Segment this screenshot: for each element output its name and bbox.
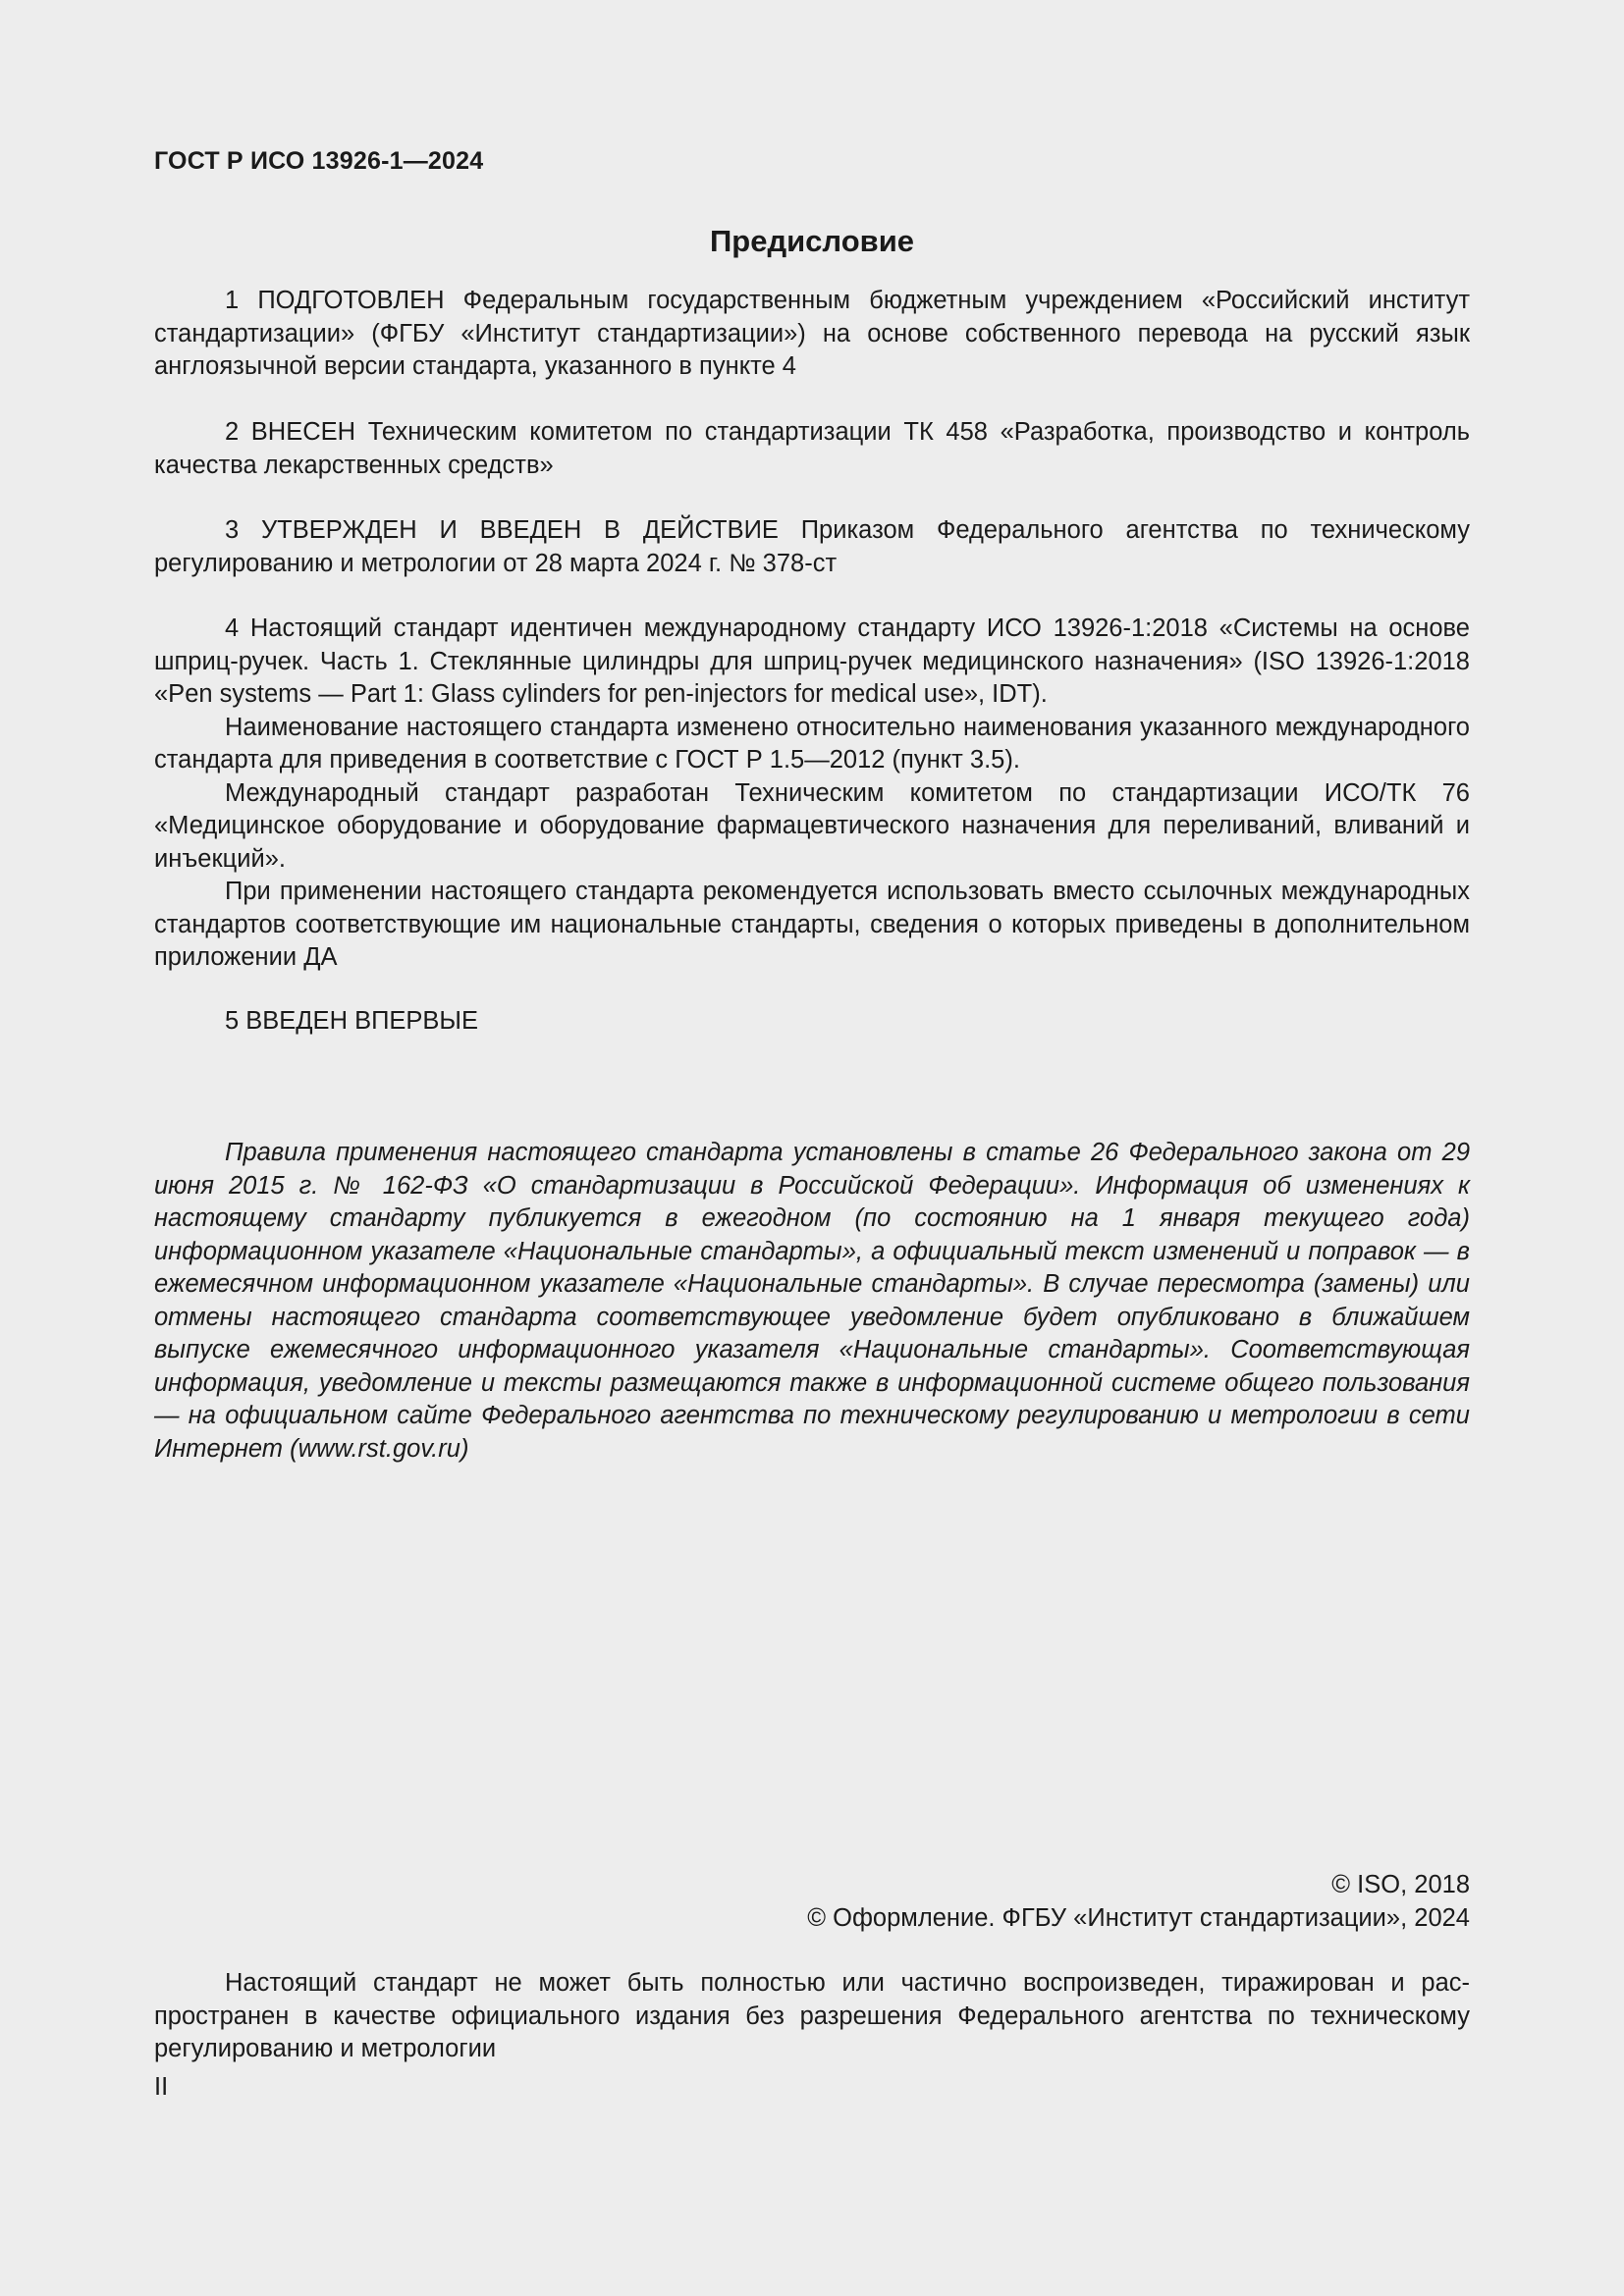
notice-text: Правила применения настоящего стандарта установлены в статье 26 Федерального закона от 29 июня 2015 г. № 162-ФЗ «О стандартизации в Российской Федерации». Информация об изменениях к настоящему стандарту публикуется в ежегодном (по состоянию на 1 января текущего года) информационном указателе «Национальные стандарты», а официальный текст изменений и поправок — в ежемесячном информационном указателе «Национальные стандарты». В случае пересмотра (замены) или отмены настоящего стандарта соответствующее уведомление будет опубликовано в ближайшем выпуске ежемесячного информационного указателя «Национальные стандарты». Соответствующая информация, уведомление и тексты размещаются также в информационной системе общего пользования — на официальном сайте Федерального агентства по техническому регулированию и метрологии в сети Интернет (www.rst.gov.ru) bbox=[154, 1139, 1470, 1463]
document-code-header: ГОСТ Р ИСО 13926-1—2024 bbox=[154, 147, 484, 175]
foreword-paragraph: Международный стандарт разработан Техническим комитетом по стандартизации ИСО/ТК 76 «Медицинское оборудование и оборудование фармацевтического назначения для переливаний, вливаний и инъекций». bbox=[154, 778, 1470, 873]
page-title: Предисловие bbox=[709, 224, 914, 258]
foreword-paragraph: 1 ПОДГОТОВЛЕН Федеральным государственным бюджетным учреждением «Российский институт стандартизации» (ФГБУ «Институт стандартизации») на основе собственного перевода на русский язык англоязычной версии стандарта, указанного в пункте 4 bbox=[154, 287, 1470, 380]
foreword-item-2 bbox=[154, 416, 1470, 482]
foreword-item-5 bbox=[154, 1005, 1470, 1039]
application-rules-notice bbox=[154, 1137, 1470, 1466]
copyright-block bbox=[154, 1869, 1470, 1935]
foreword-paragraph: При применении настоящего стандарта рекомендуется использовать вместо ссылочных международных стандартов соответствующие им национальные стандарты, сведения о которых приведены в дополнительном приложении ДА bbox=[154, 878, 1470, 971]
reproduction-notice bbox=[154, 1967, 1470, 2066]
foreword-paragraph: 5 ВВЕДЕН ВПЕРВЫЕ bbox=[225, 1007, 479, 1035]
foreword-paragraph: 4 Настоящий стандарт идентичен международному стандарту ИСО 13926-1:2018 «Системы на основе шприц-ручек. Часть 1. Стеклянные цилиндры для шприц-ручек медицинского назначения» (ISO 13926-1:2018 «Pen systems — Part 1: Glass cylinders for pen-injectors for medical use», IDT). bbox=[154, 614, 1470, 708]
foreword-item-3 bbox=[154, 514, 1470, 580]
foreword-paragraph: Наименование настоящего стандарта изменено относительно наименования указанного международного стандарта для приведения в соответствие с ГОСТ Р 1.5—2012 (пункт 3.5). bbox=[154, 713, 1470, 774]
foreword-paragraph: 3 УТВЕРЖДЕН И ВВЕДЕН В ДЕЙСТВИЕ Приказом Федерального агентства по техническому регулированию и метрологии от 28 марта 2024 г. № 378-ст bbox=[154, 516, 1470, 577]
reproduction-text: Настоящий стандарт не может быть полностью или частично воспроизведен, тиражирован и распространен в качестве официального издания без разрешения Федерального агентства по техническому регулированию и метрологии bbox=[154, 1969, 1470, 2062]
foreword-item-4 bbox=[154, 613, 1470, 975]
foreword-paragraph: 2 ВНЕСЕН Техническим комитетом по стандартизации ТК 458 «Разработка, производство и контроль качества лекарственных средств» bbox=[154, 418, 1470, 479]
foreword-item-1 bbox=[154, 285, 1470, 384]
iso-copyright: © ISO, 2018 bbox=[1331, 1871, 1470, 1898]
page-number: II bbox=[154, 2073, 169, 2101]
design-copyright: © Оформление. ФГБУ «Институт стандартизации», 2024 bbox=[807, 1903, 1470, 1932]
